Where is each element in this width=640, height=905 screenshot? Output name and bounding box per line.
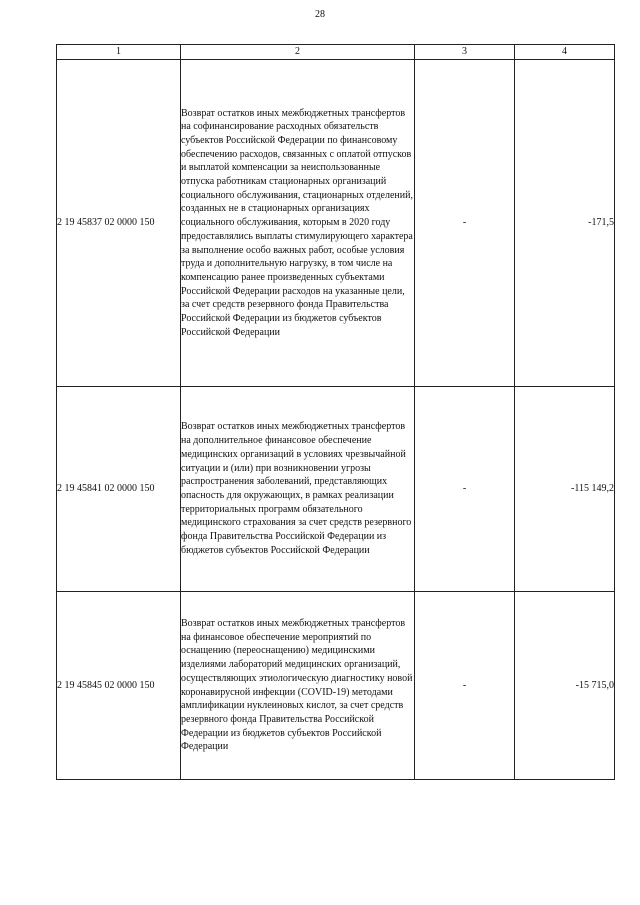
budget-code-cell: 2 19 45837 02 0000 150	[57, 60, 181, 387]
table-header-row	[57, 45, 615, 60]
table-row	[57, 387, 615, 592]
description-cell: Возврат остатков иных межбюджетных трансфертов на софинансирование расходных обязательств субъектов Российской Федерации по финансовому обеспечению расходов, связанных с оплатой отпусков и выплатой компенсации за неиспользованные отпуска работникам стационарных организаций социального обслуживания, стационарных отделений, созданных не в стационарных организациях социального обслуживания, которым в 2020 году предоставлялись выплаты стимулирующего характера за выполнение особо важных работ, особые условия труда и дополнительную нагрузку, в том числе на компенсацию ранее произведенных субъектами Российской Федерации расходов на указанные цели, за счет средств резервного фонда Правительства Российской Федерации из бюджетов субъектов Российской Федерации	[181, 60, 415, 387]
budget-code-cell: 2 19 45845 02 0000 150	[57, 592, 181, 780]
description-cell: Возврат остатков иных межбюджетных трансфертов на финансовое обеспечение мероприятий по оснащению (переоснащению) медицинскими изделиями лабораторий медицинских организаций, осуществляющих этиологическую диагностику новой коронавирусной инфекции (COVID-19) методами амплификации нуклеиновых кислот, за счет средств резервного фонда Правительства Российской Федерации из бюджетов субъектов Российской Федерации	[181, 592, 415, 780]
column-3-value-cell: -	[415, 592, 515, 780]
table-row	[57, 60, 615, 387]
budget-table	[56, 44, 615, 780]
column-header-2: 2	[181, 45, 415, 60]
amount-cell: -115 149,2	[515, 387, 615, 592]
budget-code-cell: 2 19 45841 02 0000 150	[57, 387, 181, 592]
table-row	[57, 592, 615, 780]
amount-cell: -15 715,0	[515, 592, 615, 780]
column-header-4: 4	[515, 45, 615, 60]
column-3-value-cell: -	[415, 387, 515, 592]
page-number: 28	[315, 9, 325, 20]
column-3-value-cell: -	[415, 60, 515, 387]
description-cell: Возврат остатков иных межбюджетных трансфертов на дополнительное финансовое обеспечение медицинских организаций в условиях чрезвычайной ситуации и (или) при возникновении угрозы распространения заболеваний, представляющих опасность для окружающих, в рамках реализации территориальных программ обязательного медицинского страхования за счет средств резервного фонда Правительства Российской Федерации из бюджетов субъектов Российской Федерации	[181, 387, 415, 592]
column-header-3: 3	[415, 45, 515, 60]
amount-cell: -171,5	[515, 60, 615, 387]
column-header-1: 1	[57, 45, 181, 60]
